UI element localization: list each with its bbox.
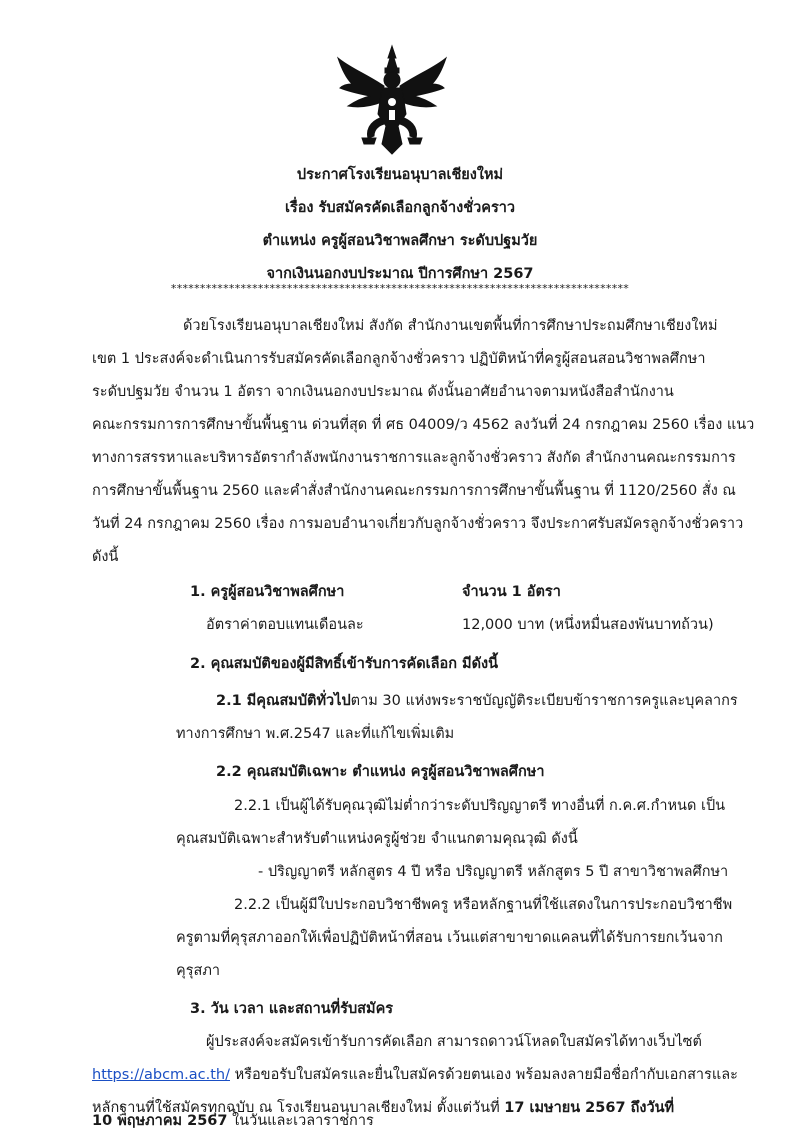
section3-line4-rest: ในวันและเวลาราชการ	[227, 1113, 374, 1129]
section1-title: 1. ครูผู้สอนวิชาพลศึกษา	[190, 584, 345, 600]
header-line-4: จากเงินนอกงบประมาณ ปีการศึกษา 2567	[266, 266, 534, 282]
intro-line-5: ทางการสรรหาและบริหารอัตรากำลังพนักงานราชการและลูกจ้างชั่วคราว สังกัด สำนักงานคณะกรรมการ	[92, 450, 736, 466]
section3-line1: ผู้ประสงค์จะสมัครเข้ารับการคัดเลือก สามารถดาวน์โหลดใบสมัครได้ทางเว็บไซต์	[206, 1034, 702, 1050]
section2-1-line2: ทางการศึกษา พ.ศ.2547 และที่แก้ไขเพิ่มเติม	[176, 726, 455, 742]
section1-rate-value: 12,000 บาท (หนึ่งหมื่นสองพันบาทถ้วน)	[462, 617, 714, 633]
header-line-3: ตำแหน่ง ครูผู้สอนวิชาพลศึกษา ระดับปฐมวัย	[262, 233, 538, 249]
section3-line3-pre: หลักฐานที่ใช้สมัครทุกฉบับ ณ โรงเรียนอนุบาลเชียงใหม่ ตั้งแต่วันที่	[92, 1100, 505, 1116]
section2-2-1-line2: คุณสมบัติเฉพาะสำหรับตำแหน่งครูผู้ช่วย จำแนกตามคุณวุฒิ ดังนี้	[176, 831, 578, 847]
section1-count: จำนวน 1 อัตรา	[462, 584, 561, 600]
header-line-1: ประกาศโรงเรียนอนุบาลเชียงใหม่	[296, 167, 504, 183]
section2-2-2-line3: คุรุสภา	[176, 963, 221, 979]
section2-2-1-line1: 2.2.1 เป็นผู้ได้รับคุณวุฒิไม่ต่ำกว่าระดับปริญญาตรี ทางอื่นที่ ก.ค.ศ.กำหนด เป็น	[234, 798, 726, 814]
header-line-2: เรื่อง รับสมัครคัดเลือกลูกจ้างชั่วคราว	[284, 200, 516, 216]
garuda-emblem-icon	[336, 44, 448, 156]
section2-1-line1	[216, 691, 738, 711]
intro-line-4: คณะกรรมการการศึกษาขั้นพื้นฐาน ด่วนที่สุด ที่ ศธ 04009/ว 4562 ลงวันที่ 24 กรกฎาคม 2560 เรื่อง แนว	[92, 417, 755, 433]
section3-line2-rest: หรือขอรับใบสมัครและยื่นใบสมัครด้วยตนเอง พร้อมลงลายมือชื่อกำกับเอกสารและ	[230, 1067, 738, 1083]
section3-line4	[92, 1112, 374, 1130]
section2-2-2-line1: 2.2.2 เป็นผู้มีใบประกอบวิชาชีพครู หรือหลักฐานที่ใช้แสดงในการประกอบวิชาชีพ	[234, 897, 733, 913]
section3-date-start: 17 เมษายน 2567 ถึงวันที่	[504, 1100, 675, 1116]
section1-rate-label: อัตราค่าตอบแทนเดือนละ	[206, 617, 364, 633]
intro-line-2: เขต 1 ประสงค์จะดำเนินการรับสมัครคัดเลือกลูกจ้างชั่วคราว ปฏิบัติหน้าที่ครูผู้สอนสอนวิชาพลศึกษา	[92, 351, 706, 367]
section2-title: 2. คุณสมบัติของผู้มีสิทธิ์เข้ารับการคัดเลือก มีดังนี้	[190, 656, 499, 672]
section2-1-rest: ตาม 30 แห่งพระราชบัญญัติระเบียบข้าราชการครูและบุคลากร	[350, 693, 738, 709]
section2-2-1-line3: - ปริญญาตรี หลักสูตร 4 ปี หรือ ปริญญาตรี หลักสูตร 5 ปี สาขาวิชาพลศึกษา	[258, 864, 729, 880]
section2-2-2-line2: ครูตามที่คุรุสภาออกให้เพื่อปฏิบัติหน้าที่สอน เว้นแต่สาขาขาดแคลนที่ได้รับการยกเว้นจาก	[176, 930, 723, 946]
section3-title: 3. วัน เวลา และสถานที่รับสมัคร	[190, 1001, 394, 1017]
intro-line-6: การศึกษาขั้นพื้นฐาน 2560 และคำสั่งสำนักงานคณะกรรมการการศึกษาขั้นพื้นฐาน ที่ 1120/2560 สั่ง ณ	[92, 483, 736, 499]
intro-line-3: ระดับปฐมวัย จำนวน 1 อัตรา จากเงินนอกงบประมาณ ดังนั้นอาศัยอำนาจตามหนังสือสำนักงาน	[92, 384, 674, 400]
section2-1-bold: 2.1 มีคุณสมบัติทั่วไป	[216, 693, 351, 709]
website-link[interactable]: https://abcm.ac.th/	[92, 1067, 230, 1083]
section2-2-title: 2.2 คุณสมบัติเฉพาะ ตำแหน่ง ครูผู้สอนวิชาพลศึกษา	[216, 764, 545, 780]
intro-line-1: ด้วยโรงเรียนอนุบาลเชียงใหม่ สังกัด สำนักงานเขตพื้นที่การศึกษาประถมศึกษาเชียงใหม่	[183, 318, 718, 334]
section3-line2	[92, 1065, 738, 1085]
intro-line-7: วันที่ 24 กรกฎาคม 2560 เรื่อง การมอบอำนาจเกี่ยวกับลูกจ้างชั่วคราว จึงประกาศรับสมัครลูกจ้างชั่วคราว	[92, 516, 744, 532]
separator-stars: *******************************************************************************	[170, 282, 630, 295]
section3-date-end: 10 พฤษภาคม 2567	[92, 1113, 228, 1129]
intro-line-8: ดังนี้	[92, 549, 119, 565]
